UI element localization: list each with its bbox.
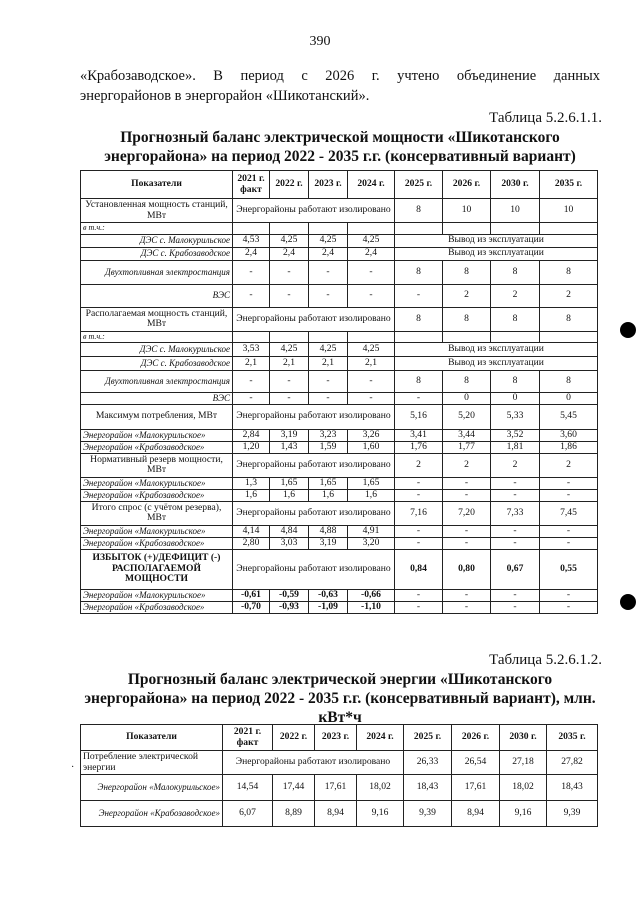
cell: 3,19: [270, 429, 309, 441]
cell: 1,3: [233, 477, 270, 489]
cell: 6,07: [223, 801, 273, 827]
cell: 8: [395, 199, 443, 223]
cell: 1,86: [540, 441, 598, 453]
cell: 4,53: [233, 234, 270, 247]
cell: [270, 223, 309, 235]
cell: -: [540, 489, 598, 501]
cell: 3,26: [348, 429, 395, 441]
cell: 8: [443, 371, 491, 393]
cell: 2: [443, 453, 491, 477]
cell: 3,53: [233, 343, 270, 357]
cell: 17,61: [452, 775, 500, 801]
cell: 18,43: [404, 775, 452, 801]
cell: 4,88: [309, 525, 348, 537]
cell: 4,25: [309, 234, 348, 247]
cell: -: [348, 284, 395, 307]
cell: 18,02: [500, 775, 547, 801]
cell: 3,19: [309, 537, 348, 549]
cell: 8: [395, 307, 443, 331]
cell: [443, 331, 491, 343]
cell: 9,39: [547, 801, 598, 827]
table-row: [81, 601, 598, 613]
cell: -0,59: [270, 589, 309, 601]
cell: 27,82: [547, 751, 598, 775]
row-label: Энергорайон «Малокурильское»: [81, 429, 233, 441]
cell: -: [348, 371, 395, 393]
binder-hole-mark: [620, 322, 636, 338]
cell: -: [540, 589, 598, 601]
row-label: Двухтопливная электростанция: [81, 260, 233, 284]
cell: 5,45: [540, 404, 598, 429]
cell: -0,61: [233, 589, 270, 601]
cell: 2,1: [348, 357, 395, 371]
cell: -: [395, 525, 443, 537]
cell: 1,65: [348, 477, 395, 489]
cell: -: [395, 589, 443, 601]
row-label: ДЭС с. Крабозаводское: [81, 357, 233, 371]
row-label: ВЭС: [81, 393, 233, 405]
row-label: ДЭС с. Малокурильское: [81, 343, 233, 357]
row-label: ДЭС с. Крабозаводское: [81, 247, 233, 260]
header-2035: 2035 г.: [540, 171, 598, 199]
header-2023: 2023 г.: [309, 171, 348, 199]
table1-label: Таблица 5.2.6.1.1.: [489, 110, 602, 126]
cell: -: [395, 537, 443, 549]
cell: 4,25: [270, 343, 309, 357]
cell: 7,20: [443, 501, 491, 525]
table-row: [81, 307, 598, 331]
table-row: [81, 477, 598, 489]
isolated-note: Энергорайоны работают изолировано: [233, 453, 395, 477]
cell: 10: [540, 199, 598, 223]
cell: 2: [540, 284, 598, 307]
cell: 1,6: [233, 489, 270, 501]
cell: 1,6: [309, 489, 348, 501]
cell: [491, 223, 540, 235]
energy-balance-table: [80, 724, 598, 827]
row-label: ВЭС: [81, 284, 233, 307]
cell: -: [491, 525, 540, 537]
cell: -: [491, 537, 540, 549]
header-2030: 2030 г.: [500, 725, 547, 751]
cell: -: [233, 260, 270, 284]
cell: 14,54: [223, 775, 273, 801]
cell: 1,60: [348, 441, 395, 453]
header-2025: 2025 г.: [395, 171, 443, 199]
cell: 8: [540, 260, 598, 284]
cell: -: [309, 284, 348, 307]
table-row: [81, 549, 598, 589]
cell: 7,45: [540, 501, 598, 525]
withdrawn-note: Вывод из эксплуатации: [395, 357, 598, 371]
isolated-note: Энергорайоны работают изолировано: [233, 501, 395, 525]
row-label: Энергорайон «Малокурильское»: [81, 525, 233, 537]
header-2026: 2026 г.: [443, 171, 491, 199]
row-label: Потребление электрической энергии: [81, 751, 223, 775]
cell: 2,1: [270, 357, 309, 371]
table-row: [81, 223, 598, 235]
header-indicators: Показатели: [81, 171, 233, 199]
row-label: Энергорайон «Крабозаводское»: [81, 601, 233, 613]
cell: -: [233, 284, 270, 307]
cell: 27,18: [500, 751, 547, 775]
cell: 5,16: [395, 404, 443, 429]
row-label: ИЗБЫТОК (+)/ДЕФИЦИТ (-) РАСПОЛАГАЕМОЙ МОЩНОСТИ: [81, 549, 233, 589]
cell: 1,43: [270, 441, 309, 453]
cell: 17,61: [315, 775, 357, 801]
row-label: в т.ч.:: [81, 223, 233, 235]
cell: 2,80: [233, 537, 270, 549]
row-label: Энергорайон «Малокурильское»: [81, 477, 233, 489]
cell: [348, 223, 395, 235]
cell: 8,89: [273, 801, 315, 827]
cell: 8: [443, 307, 491, 331]
cell: 9,16: [500, 801, 547, 827]
cell: [443, 223, 491, 235]
cell: 0: [540, 393, 598, 405]
row-label: Энергорайон «Крабозаводское»: [81, 489, 233, 501]
cell: 8: [395, 371, 443, 393]
cell: 2,4: [233, 247, 270, 260]
cell: [540, 331, 598, 343]
cell: -: [491, 489, 540, 501]
cell: -: [540, 601, 598, 613]
header-2021: 2021 г. факт: [233, 171, 270, 199]
table2-title-line-1: Прогнозный баланс электрической энергии «Шикотанского: [127, 671, 553, 688]
table-row: [81, 801, 598, 827]
cell: 4,91: [348, 525, 395, 537]
table-row: [81, 404, 598, 429]
withdrawn-note: Вывод из эксплуатации: [395, 234, 598, 247]
cell: -: [540, 477, 598, 489]
cell: -: [270, 260, 309, 284]
isolated-note: Энергорайоны работают изолировано: [223, 751, 404, 775]
row-label: ДЭС с. Малокурильское: [81, 234, 233, 247]
header-2023: 2023 г.: [315, 725, 357, 751]
cell: 0,84: [395, 549, 443, 589]
cell: [491, 331, 540, 343]
cell: -: [395, 393, 443, 405]
cell: 4,25: [348, 234, 395, 247]
table2-title-line-2: энергорайона» на период 2022 - 2035 г.г. (консервативный вариант), млн.: [84, 690, 596, 707]
header-2022: 2022 г.: [270, 171, 309, 199]
cell: 2,84: [233, 429, 270, 441]
cell: [348, 331, 395, 343]
cell: -: [443, 525, 491, 537]
cell: 3,20: [348, 537, 395, 549]
cell: -: [270, 393, 309, 405]
row-label: Нормативный резерв мощности, МВт: [81, 453, 233, 477]
cell: 10: [443, 199, 491, 223]
cell: 9,39: [404, 801, 452, 827]
cell: 3,52: [491, 429, 540, 441]
table1-title: [70, 128, 610, 166]
cell: 1,65: [309, 477, 348, 489]
header-2022: 2022 г.: [273, 725, 315, 751]
cell: -: [309, 371, 348, 393]
table1-title-line-2: энергорайона» на период 2022 - 2035 г.г. (консервативный вариант): [104, 148, 576, 165]
cell: 7,33: [491, 501, 540, 525]
cell: 8: [491, 260, 540, 284]
cell: 8: [395, 260, 443, 284]
cell: 2,4: [309, 247, 348, 260]
cell: -: [443, 477, 491, 489]
table1-title-line-1: Прогнозный баланс электрической мощности «Шикотанского: [120, 129, 560, 146]
cell: 0: [443, 393, 491, 405]
cell: 5,33: [491, 404, 540, 429]
table-row: [81, 357, 598, 371]
cell: [309, 223, 348, 235]
cell: 18,43: [547, 775, 598, 801]
cell: -: [443, 537, 491, 549]
isolated-note: Энергорайоны работают изолировано: [233, 307, 395, 331]
isolated-note: Энергорайоны работают изолировано: [233, 549, 395, 589]
table2-header-row: [81, 725, 598, 751]
row-label: Максимум потребления, МВт: [81, 404, 233, 429]
row-label: Итого спрос (с учётом резерва), МВт: [81, 501, 233, 525]
row-label: Энергорайон «Крабозаводское»: [81, 801, 223, 827]
row-label: Энергорайон «Малокурильское»: [81, 589, 233, 601]
cell: [309, 331, 348, 343]
cell: -: [233, 393, 270, 405]
cell: 3,44: [443, 429, 491, 441]
cell: 2: [395, 453, 443, 477]
intro-paragraph: [80, 66, 600, 106]
cell: -: [395, 284, 443, 307]
cell: -: [540, 525, 598, 537]
cell: -: [395, 489, 443, 501]
cell: 1,20: [233, 441, 270, 453]
table-row: [81, 393, 598, 405]
withdrawn-note: Вывод из эксплуатации: [395, 247, 598, 260]
table-row: [81, 751, 598, 775]
cell: -: [491, 477, 540, 489]
intro-line-1: «Крабозаводское». В период с 2026 г. учтено объединение данных: [80, 68, 600, 84]
row-label: Двухтопливная электростанция: [81, 371, 233, 393]
table-row: [81, 429, 598, 441]
cell: -: [309, 260, 348, 284]
table2-label: Таблица 5.2.6.1.2.: [489, 652, 602, 668]
cell: 3,41: [395, 429, 443, 441]
table-row: [81, 284, 598, 307]
table-row: [81, 525, 598, 537]
cell: [233, 331, 270, 343]
table-row: [81, 331, 598, 343]
cell: 8,94: [315, 801, 357, 827]
cell: 17,44: [273, 775, 315, 801]
cell: -0,93: [270, 601, 309, 613]
cell: 1,6: [270, 489, 309, 501]
table-row: [81, 343, 598, 357]
power-balance-table: [80, 170, 598, 614]
cell: 3,03: [270, 537, 309, 549]
row-label: Энергорайон «Крабозаводское»: [81, 441, 233, 453]
table-row: [81, 199, 598, 223]
header-2025: 2025 г.: [404, 725, 452, 751]
cell: -: [395, 601, 443, 613]
cell: 0: [491, 393, 540, 405]
cell: [395, 331, 443, 343]
cell: -1,09: [309, 601, 348, 613]
table-row: [81, 453, 598, 477]
cell: 26,54: [452, 751, 500, 775]
cell: 0,67: [491, 549, 540, 589]
intro-line-2: энергорайонов в энергорайон «Шикотанский».: [80, 88, 370, 104]
cell: -: [348, 393, 395, 405]
binder-hole-mark: [620, 594, 636, 610]
cell: 4,14: [233, 525, 270, 537]
table-row: [81, 234, 598, 247]
table-row: [81, 260, 598, 284]
cell: 2,4: [348, 247, 395, 260]
header-2021: 2021 г. факт: [223, 725, 273, 751]
header-2035: 2035 г.: [547, 725, 598, 751]
row-label: в т.ч.:: [81, 331, 233, 343]
cell: -: [443, 489, 491, 501]
cell: 2,1: [233, 357, 270, 371]
cell: 4,25: [348, 343, 395, 357]
cell: -: [348, 260, 395, 284]
cell: 10: [491, 199, 540, 223]
table2-title: [70, 670, 610, 727]
cell: [233, 223, 270, 235]
cell: 2: [540, 453, 598, 477]
table-row: [81, 775, 598, 801]
cell: 2,4: [270, 247, 309, 260]
cell: -: [540, 537, 598, 549]
cell: 9,16: [357, 801, 404, 827]
cell: 2: [443, 284, 491, 307]
withdrawn-note: Вывод из эксплуатации: [395, 343, 598, 357]
cell: -: [270, 284, 309, 307]
cell: 8: [491, 371, 540, 393]
cell: [540, 223, 598, 235]
table-row: [81, 247, 598, 260]
cell: 5,20: [443, 404, 491, 429]
cell: -: [270, 371, 309, 393]
cell: -: [233, 371, 270, 393]
cell: 4,25: [270, 234, 309, 247]
cell: 1,81: [491, 441, 540, 453]
table-row: [81, 371, 598, 393]
cell: [395, 223, 443, 235]
cell: 8: [491, 307, 540, 331]
table-row: [81, 441, 598, 453]
cell: 18,02: [357, 775, 404, 801]
cell: 8: [540, 307, 598, 331]
cell: 1,59: [309, 441, 348, 453]
table2-title-line-3: кВт*ч: [318, 709, 362, 726]
isolated-note: Энергорайоны работают изолировано: [233, 404, 395, 429]
table-row: [81, 589, 598, 601]
cell: 2,1: [309, 357, 348, 371]
cell: [270, 331, 309, 343]
cell: -: [491, 601, 540, 613]
cell: 4,84: [270, 525, 309, 537]
isolated-note: Энергорайоны работают изолировано: [233, 199, 395, 223]
table-row: [81, 501, 598, 525]
header-2024: 2024 г.: [348, 171, 395, 199]
cell: 3,23: [309, 429, 348, 441]
cell: -: [395, 477, 443, 489]
cell: 2: [491, 284, 540, 307]
table-row: [81, 537, 598, 549]
cell: -: [443, 589, 491, 601]
cell: 3,60: [540, 429, 598, 441]
cell: 1,65: [270, 477, 309, 489]
cell: 7,16: [395, 501, 443, 525]
cell: -: [309, 393, 348, 405]
cell: -0,70: [233, 601, 270, 613]
cell: 8: [540, 371, 598, 393]
cell: 0,80: [443, 549, 491, 589]
cell: 4,25: [309, 343, 348, 357]
page-number: 390: [309, 34, 331, 49]
cell: 2: [491, 453, 540, 477]
cell: 0,55: [540, 549, 598, 589]
cell: -0,66: [348, 589, 395, 601]
cell: -: [491, 589, 540, 601]
header-2024: 2024 г.: [357, 725, 404, 751]
header-2026: 2026 г.: [452, 725, 500, 751]
table-row: [81, 489, 598, 501]
row-label: Располагаемая мощность станций, МВт: [81, 307, 233, 331]
scan-mark: ·: [71, 762, 75, 773]
header-2030: 2030 г.: [491, 171, 540, 199]
cell: -1,10: [348, 601, 395, 613]
cell: 8,94: [452, 801, 500, 827]
row-label: Энергорайон «Малокурильское»: [81, 775, 223, 801]
row-label: Энергорайон «Крабозаводское»: [81, 537, 233, 549]
cell: 1,77: [443, 441, 491, 453]
cell: 1,6: [348, 489, 395, 501]
table1-header-row: [81, 171, 598, 199]
cell: -: [443, 601, 491, 613]
cell: 8: [443, 260, 491, 284]
cell: 1,76: [395, 441, 443, 453]
cell: -0,63: [309, 589, 348, 601]
row-label: Установленная мощность станций, МВт: [81, 199, 233, 223]
cell: 26,33: [404, 751, 452, 775]
header-indicators: Показатели: [81, 725, 223, 751]
